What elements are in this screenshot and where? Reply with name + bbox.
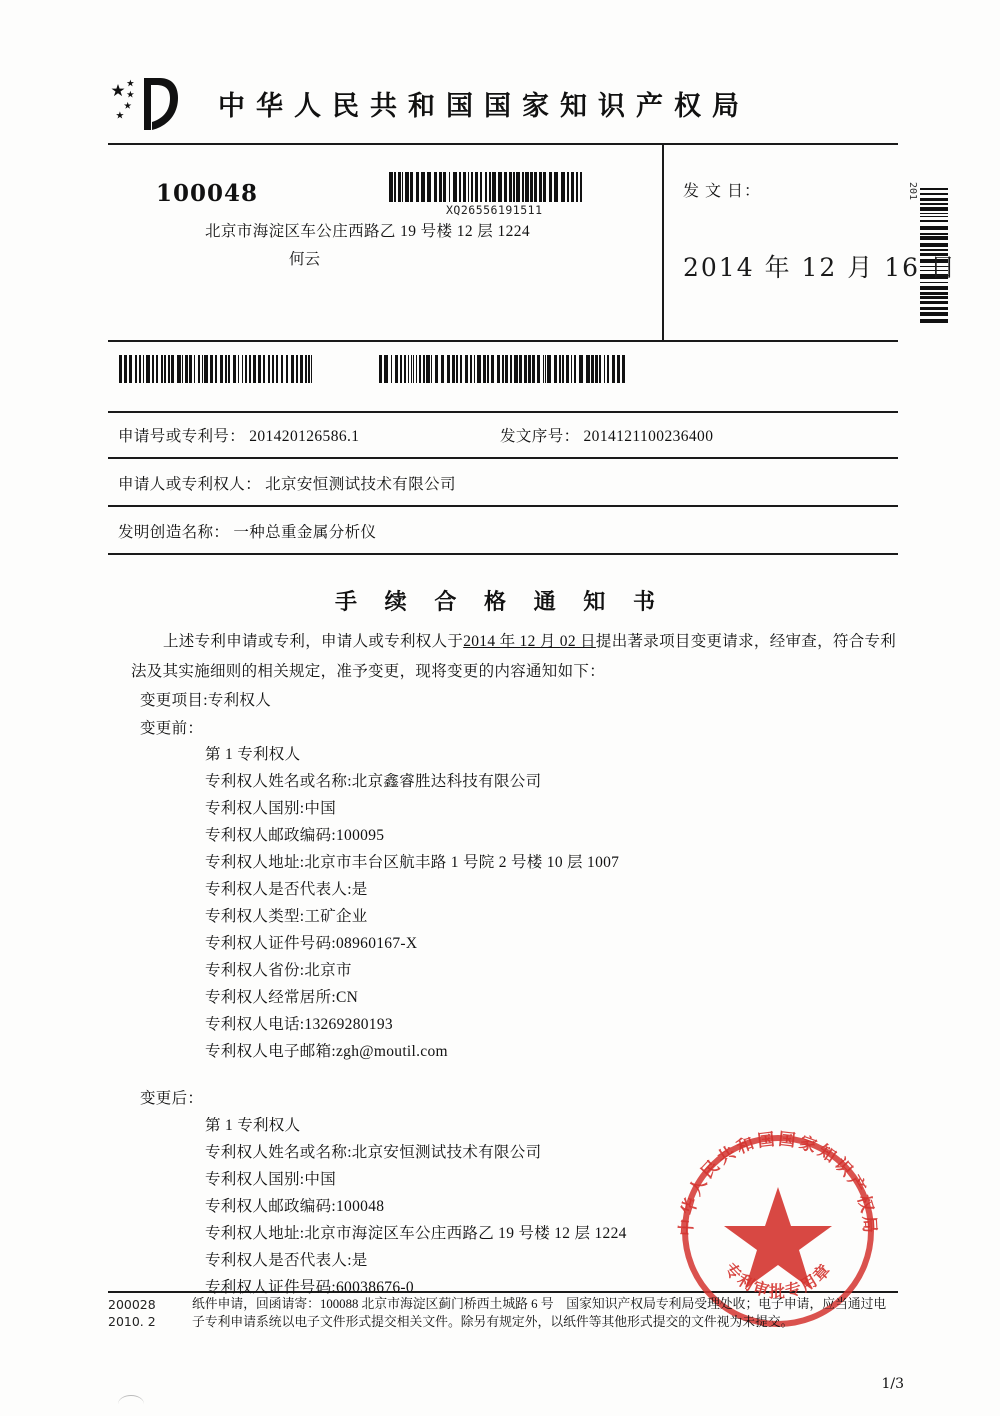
after-line-1: 专利权人国别:中国 bbox=[205, 1171, 337, 1188]
invention-title-row bbox=[118, 520, 376, 542]
paragraph-part2: 提出著录项目变更请求，经审查，符合专利法及其实施细则的相关规定，准予变更，现将变更的内容通知如下： bbox=[131, 633, 897, 680]
invention-title-value: 一种总重金属分析仪 bbox=[233, 524, 377, 541]
applicant-value: 北京安恒测试技术有限公司 bbox=[265, 476, 456, 493]
mail-recipient: 何云 bbox=[289, 251, 321, 268]
barcode-vertical-label: 201 bbox=[907, 182, 918, 201]
before-line-0: 专利权人姓名或名称:北京鑫睿胜达科技有限公司 bbox=[205, 773, 542, 790]
org-title: 中华人民共和国国家知识产权局 bbox=[218, 90, 750, 122]
divider-address-bottom bbox=[108, 340, 898, 342]
svg-text:专利审批专用章: 专利审批专用章 bbox=[720, 1259, 836, 1301]
notice-paragraph bbox=[131, 627, 899, 687]
divider-applicant-bottom bbox=[108, 505, 898, 507]
after-line-4: 专利权人是否代表人:是 bbox=[205, 1252, 368, 1269]
change-item-line: 变更项目:专利权人 bbox=[140, 692, 272, 709]
barcode-right bbox=[379, 355, 632, 383]
serial-number-value: 2014121100236400 bbox=[583, 428, 714, 445]
paragraph-date: 2014 年 12 月 02 日 bbox=[463, 633, 596, 650]
after-holder-index: 第 1 专利权人 bbox=[205, 1117, 301, 1134]
invention-title-label: 发明创造名称： bbox=[118, 524, 230, 541]
divider-invention-bottom bbox=[108, 553, 898, 555]
applicant-label: 申请人或专利权人： bbox=[118, 476, 262, 493]
form-code-line2: 2010. 2 bbox=[108, 1314, 156, 1329]
before-label: 变更前： bbox=[140, 720, 204, 737]
scan-artifact bbox=[118, 1395, 144, 1404]
before-line-10: 专利权人电子邮箱:zgh@moutil.com bbox=[205, 1043, 448, 1060]
before-line-5: 专利权人类型:工矿企业 bbox=[205, 908, 368, 925]
footer-note: 纸件申请，回函请寄：100088 北京市海淀区蓟门桥西土城路 6 号 国家知识产权局专利局受理处收；电子申请，应当通过电子专利申请系统以电子文件形式提交相关文件。除另有规定外，以纸件等其他形式提交的文件视为未提交。 bbox=[192, 1297, 887, 1329]
svg-text:中华人民共和国国家知识产权局: 中华人民共和国国家知识产权局 bbox=[676, 1129, 880, 1237]
after-line-0: 专利权人姓名或名称:北京安恒测试技术有限公司 bbox=[205, 1144, 542, 1161]
applicant-row bbox=[118, 472, 456, 494]
page-number: 1/3 bbox=[881, 1376, 904, 1392]
before-holder-index: 第 1 专利权人 bbox=[205, 746, 301, 763]
issue-date-label: 发 文 日： bbox=[683, 183, 762, 200]
before-line-2: 专利权人邮政编码:100095 bbox=[205, 827, 385, 844]
before-line-9: 专利权人电话:13269280193 bbox=[205, 1016, 393, 1033]
barcode-top bbox=[389, 172, 585, 202]
before-line-6: 专利权人证件号码:08960167-X bbox=[205, 935, 418, 952]
before-line-3: 专利权人地址:北京市丰台区航丰路 1 号院 2 号楼 10 层 1007 bbox=[205, 854, 620, 871]
after-line-2: 专利权人邮政编码:100048 bbox=[205, 1198, 385, 1215]
before-line-7: 专利权人省份:北京市 bbox=[205, 962, 352, 979]
divider-top bbox=[108, 143, 898, 145]
after-line-5: 专利权人证件号码:60038676-0 bbox=[205, 1279, 414, 1296]
after-label: 变更后： bbox=[140, 1090, 204, 1107]
serial-number-label: 发文序号： bbox=[500, 428, 580, 445]
mail-address: 北京市海淀区车公庄西路乙 19 号楼 12 层 1224 bbox=[205, 223, 531, 240]
document-header bbox=[108, 72, 898, 134]
divider-barcode-bottom bbox=[108, 411, 898, 413]
application-number-value: 201420126586.1 bbox=[249, 428, 360, 445]
page-title: 手 续 合 格 通 知 书 bbox=[335, 589, 665, 615]
divider-vertical bbox=[662, 143, 664, 340]
issue-date-value: 2014 年 12 月 16 日 bbox=[683, 253, 957, 282]
application-number-label: 申请号或专利号： bbox=[118, 428, 246, 445]
form-code-line1: 200028 bbox=[108, 1297, 156, 1312]
after-line-3: 专利权人地址:北京市海淀区车公庄西路乙 19 号楼 12 层 1224 bbox=[205, 1225, 627, 1242]
cnipa-emblem-icon bbox=[108, 74, 204, 132]
postcode: 100048 bbox=[156, 180, 259, 207]
serial-number-row bbox=[500, 424, 713, 446]
before-line-4: 专利权人是否代表人:是 bbox=[205, 881, 368, 898]
form-code bbox=[108, 1296, 156, 1330]
paragraph-part1: 上述专利申请或专利，申请人或专利权人于 bbox=[163, 633, 464, 650]
application-number-row bbox=[118, 424, 359, 446]
barcode-left bbox=[119, 355, 314, 383]
barcode-top-value: XQ26556191511 bbox=[446, 203, 543, 217]
before-line-8: 专利权人经常居所:CN bbox=[205, 989, 359, 1006]
before-line-1: 专利权人国别:中国 bbox=[205, 800, 337, 817]
divider-appno-bottom bbox=[108, 457, 898, 459]
